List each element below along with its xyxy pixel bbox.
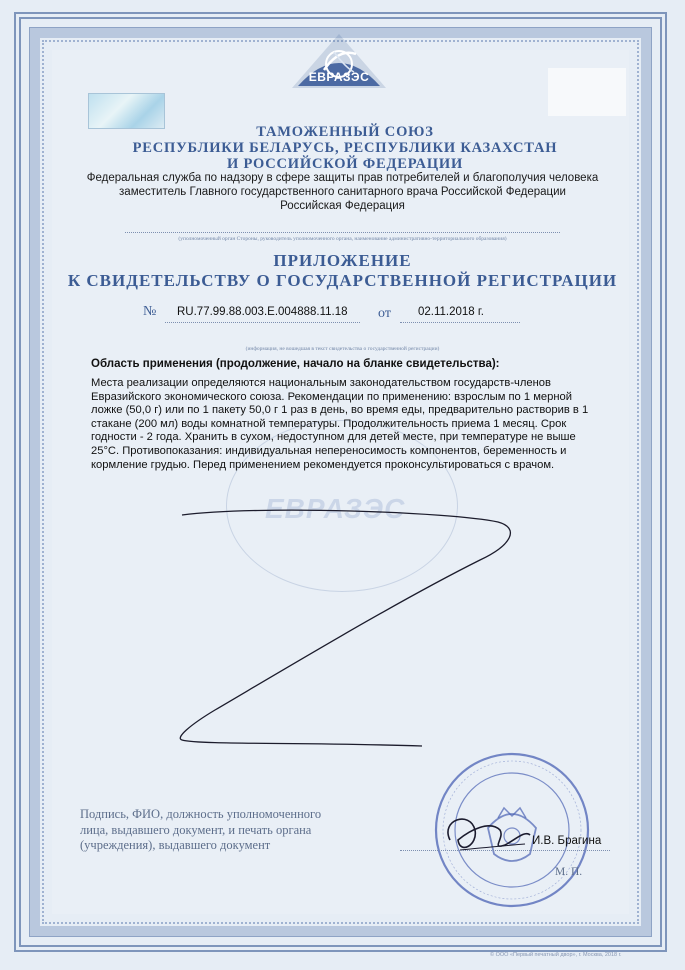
title-line-2: К СВИДЕТЕЛЬСТВУ О ГОСУДАРСТВЕННОЙ РЕГИСТРАЦИИ: [67, 271, 618, 290]
authority-line-1: Федеральная служба по надзору в сфере защиты прав потребителей и благополучия человека: [86, 172, 599, 184]
authority-line-3: Российская Федерация: [280, 200, 405, 212]
footer-line: лица, выдавшего документ, и печать органа: [80, 822, 312, 837]
authority-line-2: заместитель Главного государственного санитарного врача Российской Федерации: [119, 186, 566, 198]
logo-label: ЕВРАЗЭС: [308, 70, 370, 84]
scope-line: Евразийского экономического союза. Рекомендации по применению: взрослым по 1 мерной: [91, 390, 573, 403]
number-label: №: [143, 304, 157, 319]
scope-line: ложке (50,0 г) или по 1 пакету 50,0 г 1 раз в день, во время еды, предварительно растворив в 1: [91, 404, 589, 417]
scope-line: 25°С. Противопоказания: индивидуальная непереносимость компонентов, беременность и: [91, 444, 567, 457]
authority-caption: (уполномоченный орган Стороны, руководитель уполномоченного органа, наименование административно-территориального образования): [178, 236, 507, 242]
union-line-3: И РОССИЙСКОЙ ФЕДЕРАЦИИ: [226, 156, 464, 172]
footer-signature-caption: [80, 807, 350, 854]
seal-place-label: М. П.: [555, 866, 583, 878]
scope-line: Места реализации определяются национальным законодательством государств-членов: [91, 377, 551, 389]
scope-line: годности - 2 года. Хранить в сухом, недоступном для детей месте, при температуре не выше: [91, 431, 576, 444]
registration-date: 02.11.2018 г.: [418, 306, 484, 318]
printer-imprint: © ООО «Первый печатный двор», г. Москва, 2018 г.: [490, 952, 622, 958]
signature-underline: [400, 850, 610, 851]
scope-line: стакане (200 мл) воды комнатной температуры. Продолжительность приема 1 месяц. Срок: [91, 417, 567, 430]
watermark-text: ЕВРАЗЭС: [265, 493, 406, 524]
footer-line: Подпись, ФИО, должность уполномоченного: [80, 807, 322, 821]
union-line-1: ТАМОЖЕННЫЙ СОЮЗ: [256, 124, 434, 140]
scope-title: Область применения (продолжение, начало на бланке свидетельства):: [91, 358, 500, 370]
registration-caption: (информация, не вошедшая в текст свидетельства о государственной регистрации): [245, 346, 440, 352]
footer-line: (учреждения), выдавшего документ: [80, 838, 271, 852]
registration-number: RU.77.99.88.003.E.004888.11.18: [177, 306, 348, 318]
union-line-2: РЕСПУБЛИКИ БЕЛАРУСЬ, РЕСПУБЛИКИ КАЗАХСТАН: [132, 140, 558, 156]
title-line-1: ПРИЛОЖЕНИЕ: [273, 251, 412, 270]
date-label: от: [378, 306, 391, 321]
scope-line: кормление грудью. Перед применением рекомендуется проконсультироваться с врачом.: [91, 458, 555, 471]
signer-name: И.В. Брагина: [532, 835, 602, 847]
